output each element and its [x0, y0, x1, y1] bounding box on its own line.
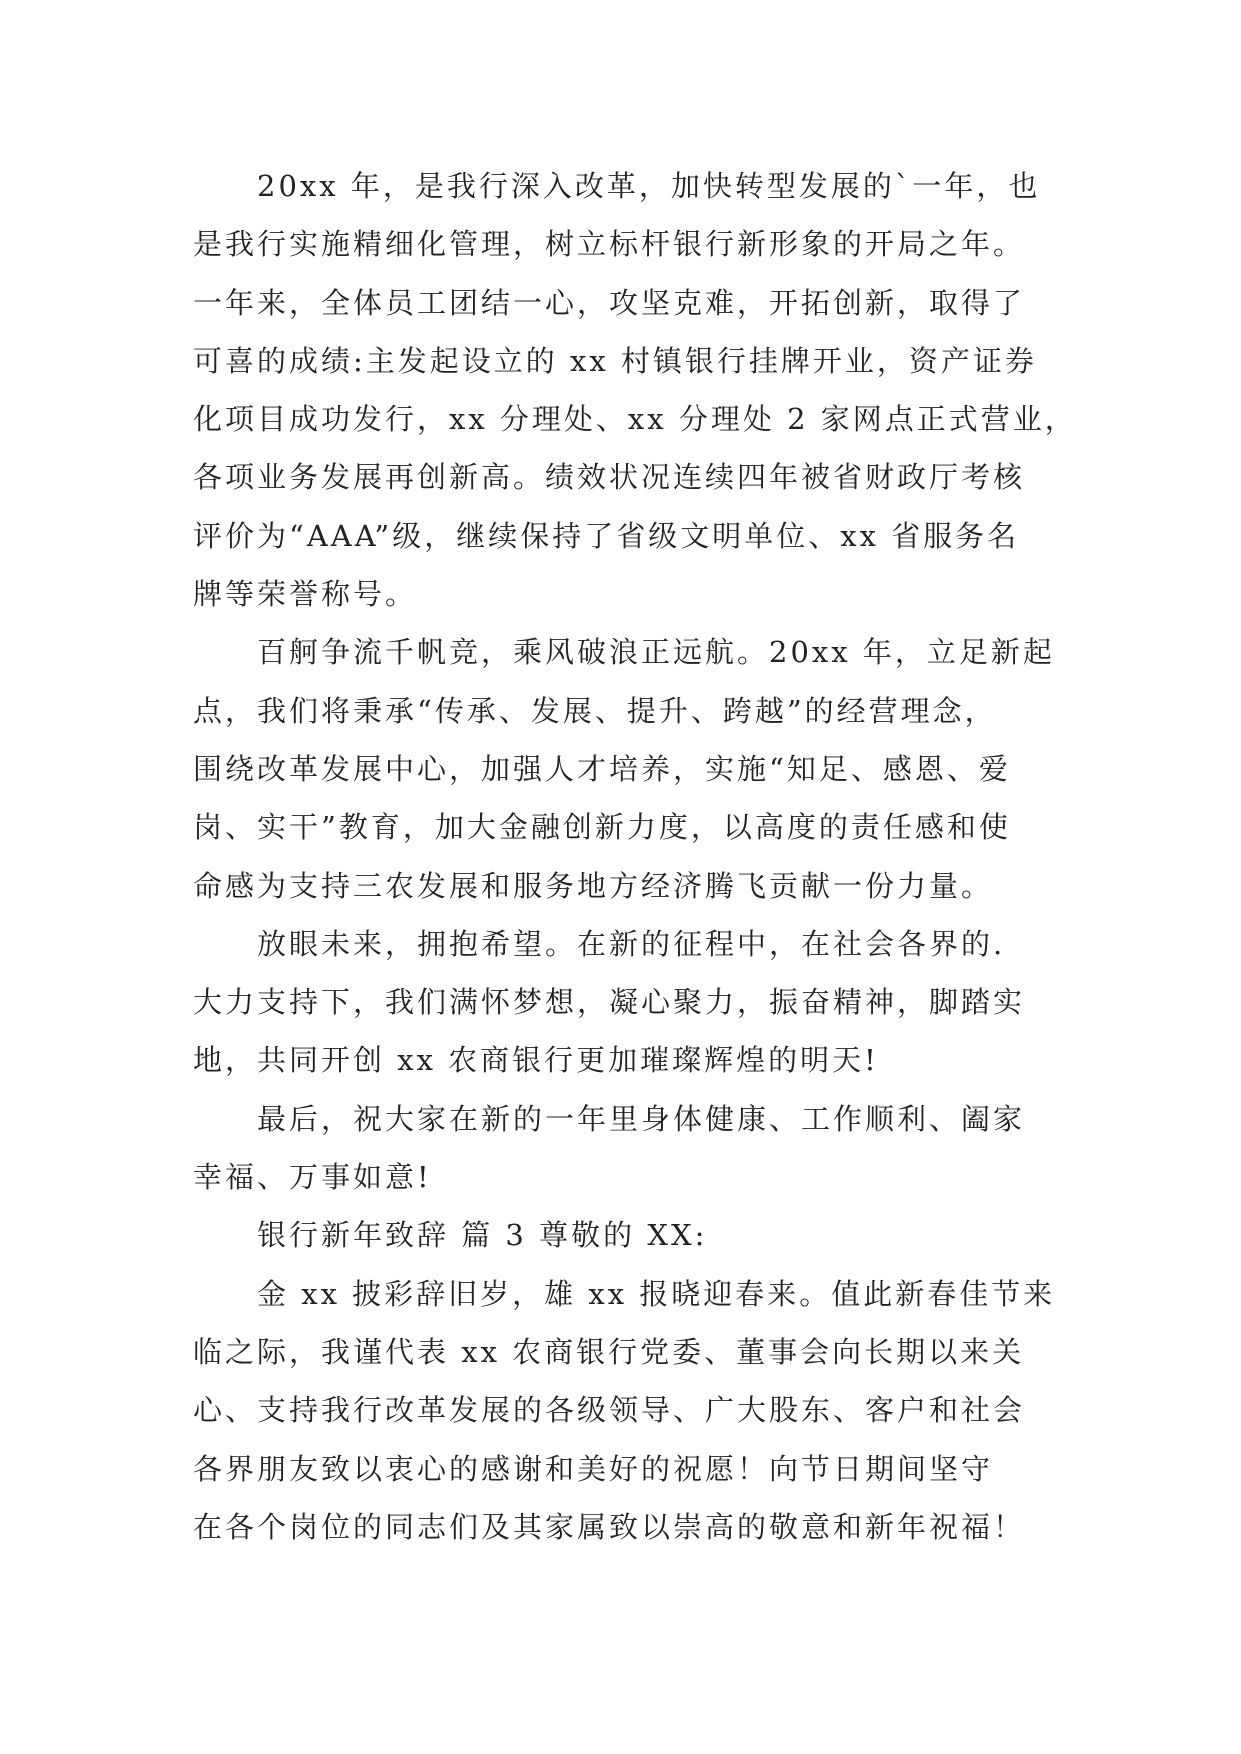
paragraph-line: 心、支持我行改革发展的各级领导、广大股东、客户和社会	[193, 1393, 1026, 1428]
paragraph-line: 幸福、万事如意!	[193, 1160, 432, 1195]
section-heading: 银行新年致辞 篇 3 尊敬的 XX:	[257, 1218, 708, 1253]
paragraph-line: 大力支持下，我们满怀梦想，凝心聚力，振奋精神，脚踏实	[193, 985, 1026, 1020]
paragraph-line: 最后，祝大家在新的一年里身体健康、工作顺利、阖家	[257, 1101, 1026, 1136]
paragraph-line: 牌等荣誉称号。	[193, 577, 418, 612]
paragraph-line: 各界朋友致以衷心的感谢和美好的祝愿！向节日期间坚守	[193, 1451, 994, 1486]
paragraph-line: 临之际，我谨代表 xx 农商银行党委、董事会向长期以来关	[193, 1334, 1025, 1369]
paragraph-line: 地，共同开创 xx 农商银行更加璀璨辉煌的明天!	[193, 1043, 879, 1078]
paragraph-line: 各项业务发展再创新高。绩效状况连续四年被省财政厅考核	[193, 460, 1026, 495]
paragraph-line: 20xx 年，是我行深入改革，加快转型发展的`一年，也	[257, 169, 1041, 203]
paragraph-line: 命感为支持三农发展和服务地方经济腾飞贡献一份力量。	[193, 868, 994, 903]
paragraph-line: 点，我们将秉承“传承、发展、提升、跨越”的经营理念，	[193, 693, 997, 728]
paragraph-line: 金 xx 披彩辞旧岁，雄 xx 报晓迎春来。值此新春佳节来	[257, 1276, 1056, 1311]
paragraph-line: 是我行实施精细化管理，树立标杆银行新形象的开局之年。	[193, 227, 1026, 262]
document-body	[193, 157, 1077, 1556]
paragraph-line: 围绕改革发展中心，加强人才培养，实施“知足、感恩、爱	[193, 751, 1011, 786]
paragraph-line: 在各个岗位的同志们及其家属致以崇高的敬意和新年祝福！	[193, 1509, 1026, 1544]
paragraph-line: 放眼未来，拥抱希望。在新的征程中，在社会各界的.	[257, 926, 1006, 961]
paragraph-line: 评价为“AAA”级，继续保持了省级文明单位、xx 省服务名	[193, 518, 1020, 553]
paragraph-line: 可喜的成绩:主发起设立的 xx 村镇银行挂牌开业，资产证券	[193, 343, 1037, 378]
paragraph-line: 百舸争流千帆竞，乘风破浪正远航。20xx 年，立足新起	[257, 635, 1055, 670]
paragraph-line: 化项目成功发行，xx 分理处、xx 分理处 2 家网点正式营业，	[193, 402, 1077, 437]
paragraph-line: 岗、实干”教育，加大金融创新力度，以高度的责任感和使	[193, 810, 1011, 845]
paragraph-line: 一年来，全体员工团结一心，攻坚克难，开拓创新，取得了	[193, 285, 1026, 320]
